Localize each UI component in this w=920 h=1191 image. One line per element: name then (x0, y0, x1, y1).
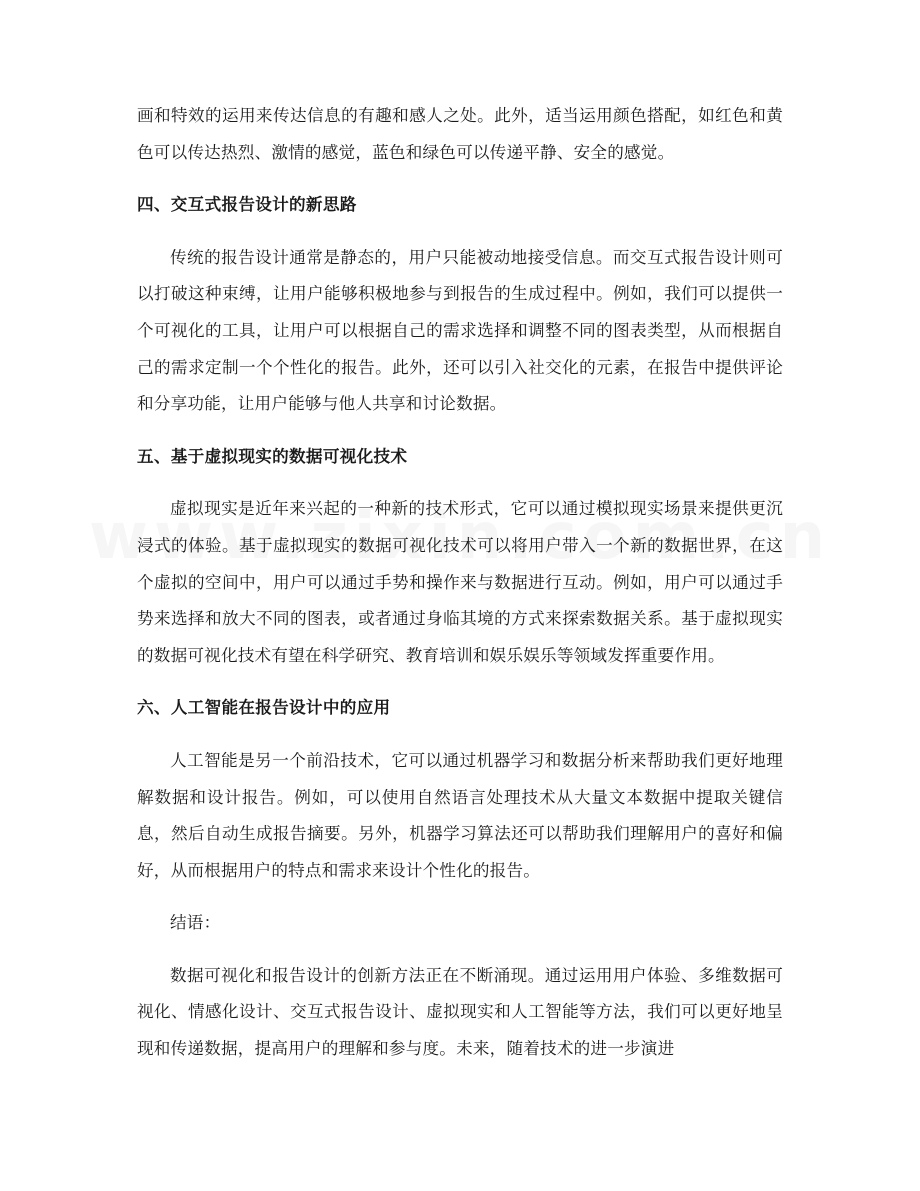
section-body-5: 虚拟现实是近年来兴起的一种新的技术形式，它可以通过模拟现实场景来提供更沉浸式的体验。基于虚拟现实的数据可视化技术可以将用户带入一个新的数据世界，在这个虚拟的空间中，用户可以通过手势和操作来与数据进行互动。例如，用户可以通过手势来选择和放大不同的图表，或者通过身临其境的方式来探索数据关系。基于虚拟现实的数据可视化技术有望在科学研究、教育培训和娱乐娱乐等领域发挥重要作用。 (137, 499, 783, 665)
section-body-4: 传统的报告设计通常是静态的，用户只能被动地接受信息。而交互式报告设计则可以打破这种束缚，让用户能够积极地参与到报告的生成过程中。例如，我们可以提供一个可视化的工具，让用户可以根据自己的需求选择和调整不同的图表类型，从而根据自己的需求定制一个个性化的报告。此外，还可以引入社交化的元素，在报告中提供评论和分享功能，让用户能够与他人共享和讨论数据。 (137, 247, 783, 414)
section-heading-5: 五、基于虚拟现实的数据可视化技术 (137, 446, 408, 466)
document-body (137, 98, 783, 1068)
section-heading-6: 六、人工智能在报告设计中的应用 (137, 698, 391, 718)
conclusion-body: 数据可视化和报告设计的创新方法正在不断涌现。通过运用用户体验、多维数据可视化、情感化设计、交互式报告设计、虚拟现实和人工智能等方法，我们可以更好地呈现和传递数据，提高用户的理解和参与度。未来，随着技术的进一步演进 (137, 965, 783, 1059)
section-heading-4: 四、交互式报告设计的新思路 (137, 195, 357, 215)
section-body-6: 人工智能是另一个前沿技术，它可以通过机器学习和数据分析来帮助我们更好地理解数据和设计报告。例如，可以使用自然语言处理技术从大量文本数据中提取关键信息，然后自动生成报告摘要。另外，机器学习算法还可以帮助我们理解用户的喜好和偏好，从而根据用户的特点和需求来设计个性化的报告。 (137, 750, 783, 880)
conclusion-label: 结语： (170, 913, 221, 933)
intro-paragraph-tail: 画和特效的运用来传达信息的有趣和感人之处。此外，适当运用颜色搭配，如红色和黄色可以传达热烈、激情的感觉，蓝色和绿色可以传递平静、安全的感觉。 (137, 106, 783, 162)
